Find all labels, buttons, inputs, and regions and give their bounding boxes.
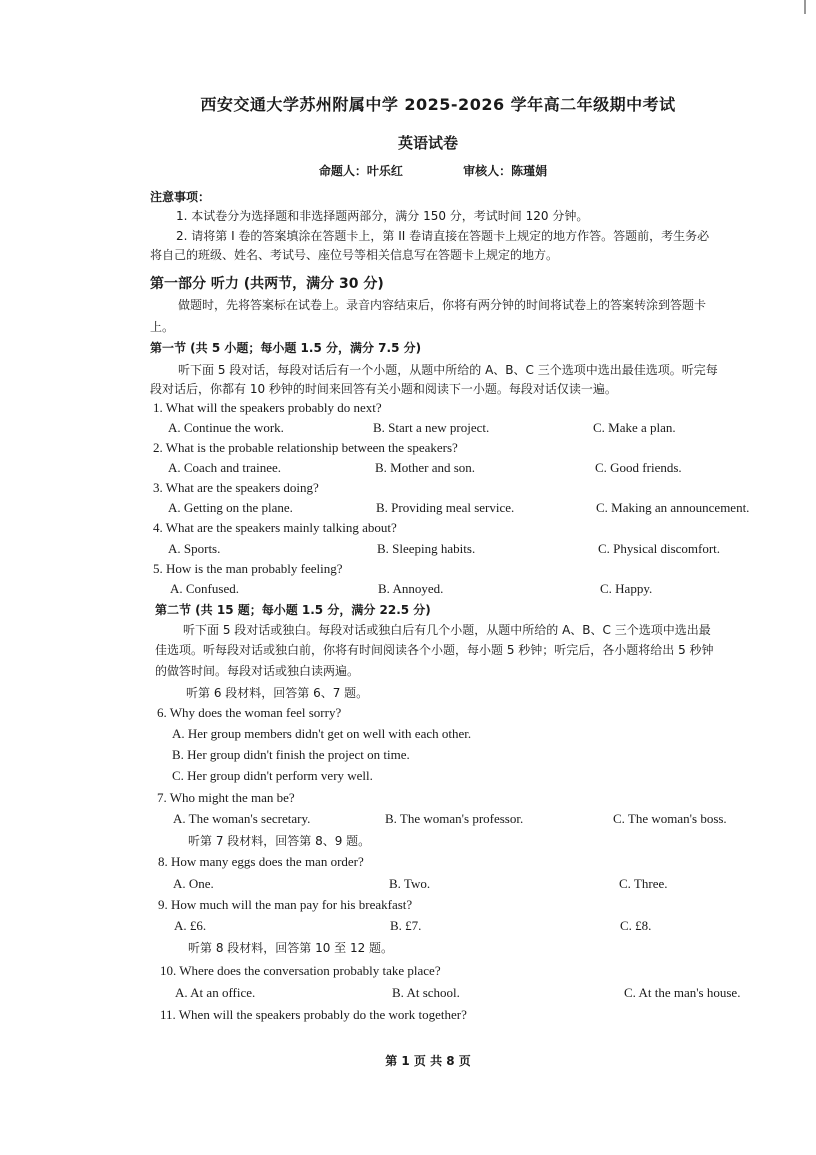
part1-intro-b: 上。 [150, 320, 175, 334]
q5-option-a: A. Confused. [170, 581, 239, 596]
q8-option-a: A. One. [173, 876, 214, 891]
q5-option-c: C. Happy. [600, 581, 653, 596]
q6-option-c: C. Her group didn't perform very well. [172, 768, 373, 783]
section1-intro-b: 段对话后，你都有 10 秒钟的时间来回答有关小题和阅读下一小题。每段对话仅读一遍。 [150, 382, 617, 396]
section1-title: 第一节 (共 5 小题；每小题 1.5 分，满分 7.5 分) [150, 341, 422, 355]
q3-option-b: B. Providing meal service. [376, 500, 515, 515]
question-1: 1. What will the speakers probably do next? [153, 400, 382, 415]
question-5: 5. How is the man probably feeling? [153, 561, 343, 576]
question-8: 8. How many eggs does the man order? [158, 854, 364, 869]
q2-option-a: A. Coach and trainee. [168, 460, 281, 475]
q4-option-b: B. Sleeping habits. [377, 541, 476, 556]
question-11: 11. When will the speakers probably do the work together? [160, 1007, 467, 1022]
question-9: 9. How much will the man pay for his breakfast? [158, 897, 413, 912]
q1-option-c: C. Make a plan. [593, 420, 676, 435]
material-7-note: 听第 7 段材料，回答第 8、9 题。 [188, 834, 371, 848]
q3-option-a: A. Getting on the plane. [168, 500, 293, 515]
q7-option-a: A. The woman's secretary. [173, 811, 311, 826]
notes-item-2a: 2. 请将第 I 卷的答案填涂在答题卡上，第 II 卷请直接在答题卡上规定的地方作答。答题前，考生务必 [176, 229, 710, 243]
q8-option-b: B. Two. [389, 876, 431, 891]
q2-option-b: B. Mother and son. [375, 460, 476, 475]
section2-intro-b: 佳选项。听每段对话或独白前，你将有时间阅读各个小题，每小题 5 秒钟；听完后，各小题将给出 5 秒钟 [155, 643, 714, 657]
q1-option-b: B. Start a new project. [373, 420, 490, 435]
q7-option-c: C. The woman's boss. [613, 811, 727, 826]
question-10: 10. Where does the conversation probably take place? [160, 963, 441, 978]
q4-option-a: A. Sports. [168, 541, 221, 556]
notes-item-2b: 将自己的班级、姓名、考试号、座位号等相关信息写在答题卡上规定的地方。 [150, 248, 559, 262]
material-8-note: 听第 8 段材料，回答第 10 至 12 题。 [188, 941, 394, 955]
q10-option-c: C. At the man's house. [624, 985, 741, 1000]
scan-mark [804, 0, 806, 14]
question-3: 3. What are the speakers doing? [153, 480, 319, 495]
question-7: 7. Who might the man be? [157, 790, 295, 805]
q9-option-a: A. £6. [174, 918, 207, 933]
notes-item-1: 1. 本试卷分为选择题和非选择题两部分，满分 150 分，考试时间 120 分钟。 [176, 209, 589, 223]
part1-intro-a: 做题时，先将答案标在试卷上。录音内容结束后，你将有两分钟的时间将试卷上的答案转涂到答题卡 [178, 298, 707, 312]
section2-intro-c: 的做答时间。每段对话或独白读两遍。 [155, 664, 360, 678]
q3-option-c: C. Making an announcement. [596, 500, 750, 515]
material-6-note: 听第 6 段材料，回答第 6、7 题。 [186, 686, 369, 700]
q9-option-c: C. £8. [620, 918, 652, 933]
q5-option-b: B. Annoyed. [378, 581, 444, 596]
q10-option-a: A. At an office. [175, 985, 256, 1000]
q9-option-b: B. £7. [390, 918, 422, 933]
question-6: 6. Why does the woman feel sorry? [157, 705, 342, 720]
part1-title: 第一部分 听力 (共两节，满分 30 分) [150, 276, 384, 292]
q4-option-c: C. Physical discomfort. [598, 541, 721, 556]
exam-subject: 英语试卷 [397, 134, 458, 152]
q2-option-c: C. Good friends. [595, 460, 682, 475]
q8-option-c: C. Three. [619, 876, 668, 891]
question-2: 2. What is the probable relationship between the speakers? [153, 440, 458, 455]
q6-option-b: B. Her group didn't finish the project on time. [172, 747, 410, 762]
section2-title: 第二节 (共 15 题；每小题 1.5 分，满分 22.5 分) [155, 603, 431, 617]
exam-title: 西安交通大学苏州附属中学 2025-2026 学年高二年级期中考试 [200, 95, 676, 114]
q7-option-b: B. The woman's professor. [385, 811, 524, 826]
author: 命题人：叶乐红 [318, 164, 403, 178]
section1-intro-a: 听下面 5 段对话，每段对话后有一个小题，从题中所给的 A、B、C 三个选项中选出最佳选项。听完每 [178, 363, 718, 377]
question-4: 4. What are the speakers mainly talking about? [153, 520, 397, 535]
reviewer: 审核人：陈瑾娟 [463, 164, 548, 178]
page-footer: 第 1 页 共 8 页 [385, 1054, 471, 1068]
q6-option-a: A. Her group members didn't get on well with each other. [172, 726, 472, 741]
section2-intro-a: 听下面 5 段对话或独白。每段对话或独白后有几个小题，从题中所给的 A、B、C 三个选项中选出最 [183, 623, 711, 637]
authors-line [0, 162, 816, 179]
notes-heading: 注意事项： [150, 190, 211, 204]
q1-option-a: A. Continue the work. [168, 420, 284, 435]
q10-option-b: B. At school. [392, 985, 460, 1000]
